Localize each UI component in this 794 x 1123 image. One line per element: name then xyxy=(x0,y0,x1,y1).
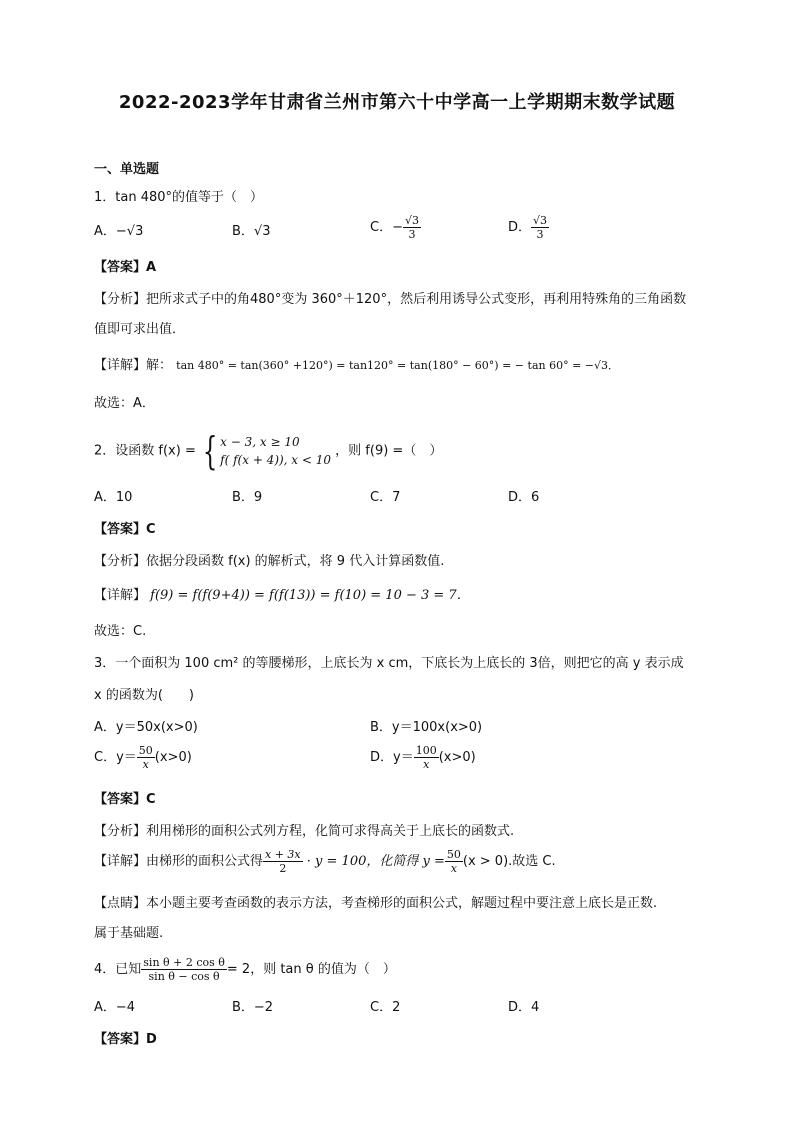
q1-answer: 【答案】A xyxy=(94,260,157,275)
q1-option-c-den: 3 xyxy=(408,228,416,241)
section-heading: 一、单选题 xyxy=(94,162,160,177)
q3-option-d-num: 100 xyxy=(415,744,437,757)
q4-option-a: A．−4 xyxy=(94,1000,136,1015)
q1-analysis-line1: 【分析】把所求式子中的角480°变为 360°＋120°，然后利用诱导公式变形，再利用特殊角的三角函数 xyxy=(94,292,687,307)
q4-frac-num: sin θ + 2 cos θ xyxy=(143,956,225,969)
q3-detail xyxy=(94,848,556,875)
q3-comment-line2: 属于基础题. xyxy=(94,926,164,941)
q3-option-c-suffix: (x>0) xyxy=(154,750,192,765)
q2-cases xyxy=(220,433,331,469)
q2-analysis: 【分析】依据分段函数 f(x) 的解析式，将 9 代入计算函数值. xyxy=(94,554,445,569)
q1-option-d-den: 3 xyxy=(536,228,544,241)
q3-detail-fraction xyxy=(263,848,303,875)
q3-option-d-prefix: D．y＝ xyxy=(370,750,414,765)
q1-option-c-fraction xyxy=(403,214,421,241)
q3-option-c xyxy=(94,744,192,771)
q2-suffix: ，则 f(9) =（ ） xyxy=(335,443,443,459)
q1-option-b: B．√3 xyxy=(232,224,271,239)
q2-choice: 故选：C. xyxy=(94,624,147,639)
q3-detail-fraction-2 xyxy=(445,848,463,875)
q3-detail-label: 【详解】由梯形的面积公式得 xyxy=(94,854,264,869)
q1-option-d-fraction xyxy=(531,214,549,241)
q3-detail-end: (x > 0).故选 C. xyxy=(462,854,556,869)
q4-fraction xyxy=(141,956,227,983)
q2-option-c: C．7 xyxy=(370,490,401,505)
q3-analysis: 【分析】利用梯形的面积公式列方程，化简可求得高关于上底长的函数式. xyxy=(94,824,515,839)
q4-answer: 【答案】D xyxy=(94,1032,157,1047)
q1-detail-label: 【详解】解： xyxy=(94,358,173,373)
q2-option-b: B．9 xyxy=(232,490,263,505)
q3-option-c-num: 50 xyxy=(138,744,153,757)
q3-option-c-den: x xyxy=(142,758,149,771)
q3-option-a: A．y＝50x(x>0) xyxy=(94,720,198,735)
q2-detail-label: 【详解】 xyxy=(94,588,147,603)
q3-detail-frac-den: 2 xyxy=(279,862,287,875)
q3-option-b: B．y＝100x(x>0) xyxy=(370,720,483,735)
q4-suffix: = 2，则 tan θ 的值为（ ） xyxy=(226,962,396,977)
q2-detail xyxy=(94,586,470,606)
q1-detail xyxy=(94,356,619,376)
q3-option-c-prefix: C．y＝ xyxy=(94,750,137,765)
q3-option-d-den: x xyxy=(423,758,430,771)
q1-detail-math: tan 480° = tan(360° +120°) = tan120° = tan(180° − 60°) = − tan 60° = −√3． xyxy=(176,359,620,372)
q3-detail-frac2-den: x xyxy=(450,862,457,875)
q4-stem xyxy=(94,956,396,983)
q3-option-c-fraction xyxy=(137,744,155,771)
q4-frac-den: sin θ − cos θ xyxy=(148,970,220,983)
q3-answer: 【答案】C xyxy=(94,792,156,807)
q1-option-d-label: D． xyxy=(508,220,532,235)
q1-option-a: A．−√3 xyxy=(94,224,144,239)
q1-option-c-label: C．− xyxy=(370,220,403,235)
q2-answer: 【答案】C xyxy=(94,522,156,537)
q1-option-d-num: √3 xyxy=(533,214,548,227)
q3-option-d-suffix: (x>0) xyxy=(438,750,476,765)
q1-option-c xyxy=(370,214,421,241)
q2-prefix: 2．设函数 f(x) = xyxy=(94,443,196,459)
q2-stem xyxy=(94,429,443,473)
q2-brace: { xyxy=(202,429,218,473)
q3-detail-mid: · y = 100，化简得 y = xyxy=(306,854,445,869)
q2-case-2: f( f(x + 4)), x < 10 xyxy=(220,453,332,467)
q3-stem-line1: 3．一个面积为 100 cm² 的等腰梯形，上底长为 x cm，下底长为上底长的 3倍，则把它的高 y 表示成 xyxy=(94,656,684,671)
q3-comment-line1: 【点睛】本小题主要考查函数的表示方法，考查梯形的面积公式，解题过程中要注意上底长是正数. xyxy=(94,896,658,911)
q1-stem: 1．tan 480°的值等于（ ） xyxy=(94,190,264,205)
q3-option-d-fraction xyxy=(414,744,439,771)
q1-choice: 故选：A． xyxy=(94,396,155,411)
q2-detail-math: f(9) = f(f(9+4)) = f(f(13)) = f(10) = 10 − 3 = 7． xyxy=(150,588,470,603)
q2-option-d: D．6 xyxy=(508,490,540,505)
q1-option-c-num: √3 xyxy=(404,214,419,227)
q1-option-d xyxy=(508,214,549,241)
q4-option-c: C．2 xyxy=(370,1000,401,1015)
q2-piecewise xyxy=(200,429,332,473)
q1-analysis-line2: 值即可求出值． xyxy=(94,322,186,337)
page-title: 2022-2023学年甘肃省兰州市第六十中学高一上学期期末数学试题 xyxy=(118,92,676,113)
q3-stem-line2: x 的函数为( ) xyxy=(94,688,194,703)
q4-prefix: 4．已知 xyxy=(94,962,142,977)
q4-option-b: B．−2 xyxy=(232,1000,274,1015)
q3-option-d xyxy=(370,744,476,771)
q3-detail-frac-num: x + 3x xyxy=(265,848,301,861)
q4-option-d: D．4 xyxy=(508,1000,540,1015)
q2-option-a: A．10 xyxy=(94,490,133,505)
q2-case-1: x − 3, x ≥ 10 xyxy=(220,435,300,449)
q3-detail-frac2-num: 50 xyxy=(446,848,461,861)
